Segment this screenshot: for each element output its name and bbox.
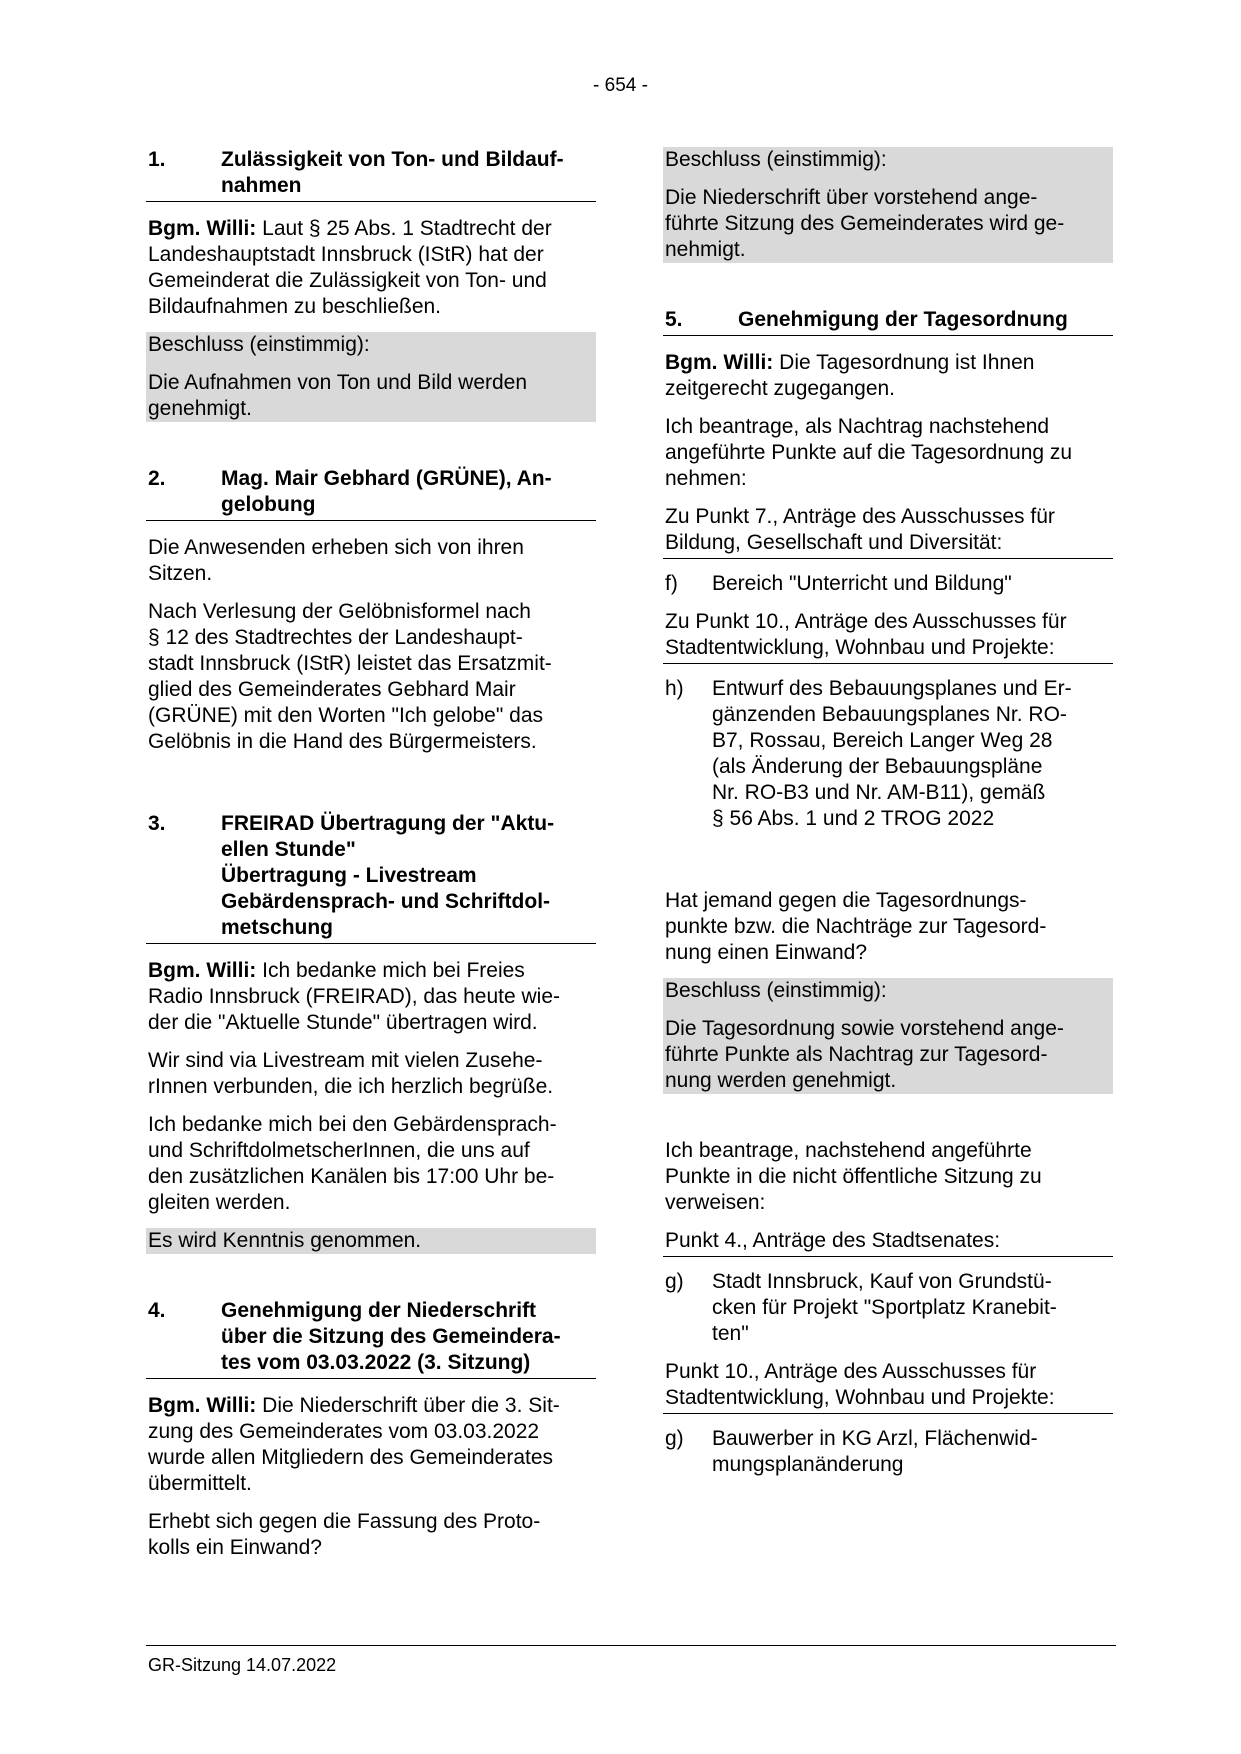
section-5-heading: 5. Genehmigung der Tagesordnung <box>663 307 1113 336</box>
speaker-paragraph: Bgm. Willi: Laut § 25 Abs. 1 Stadtrecht der Landeshauptstadt Innsbruck (IStR) hat der Gemeinderat die Zulässigkeit von Ton- und Bildaufnahmen zu beschließen. <box>148 217 552 318</box>
speaker-paragraph: Bgm. Willi: Ich bedanke mich bei Freies Radio Innsbruck (FREIRAD), das heute wie- der die "Aktuelle Stunde" übertragen wird. <box>148 959 560 1034</box>
page-number: - 654 - <box>593 75 648 96</box>
decision-label: Beschluss (einstimmig): <box>148 333 370 356</box>
section-title: Zulässigkeit von Ton- und Bildauf- nahmen <box>221 148 564 197</box>
decision-box <box>146 332 596 422</box>
section-3-heading: 3. FREIRAD Übertragung der "Aktu- ellen Stunde" Übertragung - Livestream Gebärdensprach- und Schriftdol- metschung <box>146 811 596 944</box>
list-item: f) Bereich "Unterricht und Bildung" <box>665 572 1012 595</box>
left-column <box>146 147 596 1573</box>
speaker-paragraph: Bgm. Willi: Die Tagesordnung ist Ihnen zeitgerecht zugegangen. <box>665 351 1035 400</box>
paragraph: Ich bedanke mich bei den Gebärdensprach- und SchriftdolmetscherInnen, die uns auf den zusätzlichen Kanälen bis 17:00 Uhr be- gleiten werden. <box>148 1113 557 1214</box>
section-4-heading: 4. Genehmigung der Niederschrift über die Sitzung des Gemeindera- tes vom 03.03.2022 (3. Sitzung) <box>146 1298 596 1379</box>
list-item: h) Entwurf des Bebauungsplanes und Er- gänzenden Bebauungsplanes Nr. RO- B7, Rossau, Bereich Langer Weg 28 (als Änderung der Bebauungspläne Nr. RO-B3 und Nr. AM-B11), gemäß § 56 Abs. 1 und 2 TROG 2022 <box>665 677 1072 830</box>
group-heading: Zu Punkt 7., Anträge des Ausschusses für Bildung, Gesellschaft und Diversität: <box>663 504 1113 559</box>
right-column <box>663 147 1113 1490</box>
note-box: Es wird Kenntnis genommen. <box>146 1228 596 1254</box>
paragraph: Wir sind via Livestream mit vielen Zusehe- rInnen verbunden, die ich herzlich begrüße. <box>148 1049 554 1098</box>
paragraph: Ich beantrage, als Nachtrag nachstehend angeführte Punkte auf die Tagesordnung zu nehmen: <box>665 415 1073 490</box>
group-heading: Punkt 10., Anträge des Ausschusses für Stadtentwicklung, Wohnbau und Projekte: <box>663 1359 1113 1414</box>
group-heading: Zu Punkt 10., Anträge des Ausschusses für Stadtentwicklung, Wohnbau und Projekte: <box>663 609 1113 664</box>
paragraph: Erhebt sich gegen die Fassung des Proto- kolls ein Einwand? <box>148 1510 541 1559</box>
decision-text: Die Aufnahmen von Ton und Bild werden genehmigt. <box>148 371 528 420</box>
section-1-heading <box>146 147 596 202</box>
speaker-paragraph: Bgm. Willi: Die Niederschrift über die 3. Sit- zung des Gemeinderates vom 03.03.2022 wurde allen Mitgliedern des Gemeinderates übermittelt. <box>148 1394 560 1495</box>
paragraph: Ich beantrage, nachstehend angeführte Punkte in die nicht öffentliche Sitzung zu verweisen: <box>665 1139 1042 1214</box>
paragraph: Hat jemand gegen die Tagesordnungs- punkte bzw. die Nachträge zur Tagesord- nung einen Einwand? <box>665 889 1047 964</box>
section-2-heading: 2. Mag. Mair Gebhard (GRÜNE), An- gelobung <box>146 466 596 521</box>
footer-divider <box>146 1645 1116 1646</box>
group-heading: Punkt 4., Anträge des Stadtsenates: <box>663 1228 1113 1257</box>
footer-text: GR-Sitzung 14.07.2022 <box>148 1655 337 1675</box>
decision-box: Beschluss (einstimmig): Die Niederschrift über vorstehend ange- führte Sitzung des Gemeinderates wird ge- nehmigt. <box>663 147 1113 263</box>
paragraph: Nach Verlesung der Gelöbnisformel nach § 12 des Stadtrechtes der Landeshaupt- stadt Innsbruck (IStR) leistet das Ersatzmit- glied des Gemeinderates Gebhard Mair (GRÜNE) mit den Worten "Ich gelobe" das Gelöbnis in die Hand des Bürgermeisters. <box>148 600 552 753</box>
section-number: 1. <box>148 148 166 171</box>
list-item: g) Bauwerber in KG Arzl, Flächenwid- mungsplanänderung <box>665 1427 1038 1476</box>
paragraph: Die Anwesenden erheben sich von ihren Sitzen. <box>148 536 524 585</box>
decision-box: Beschluss (einstimmig): Die Tagesordnung sowie vorstehend ange- führte Punkte als Nachtrag zur Tagesord- nung werden genehmigt. <box>663 978 1113 1094</box>
list-item: g) Stadt Innsbruck, Kauf von Grundstü- cken für Projekt "Sportplatz Kranebit- ten" <box>665 1270 1057 1345</box>
